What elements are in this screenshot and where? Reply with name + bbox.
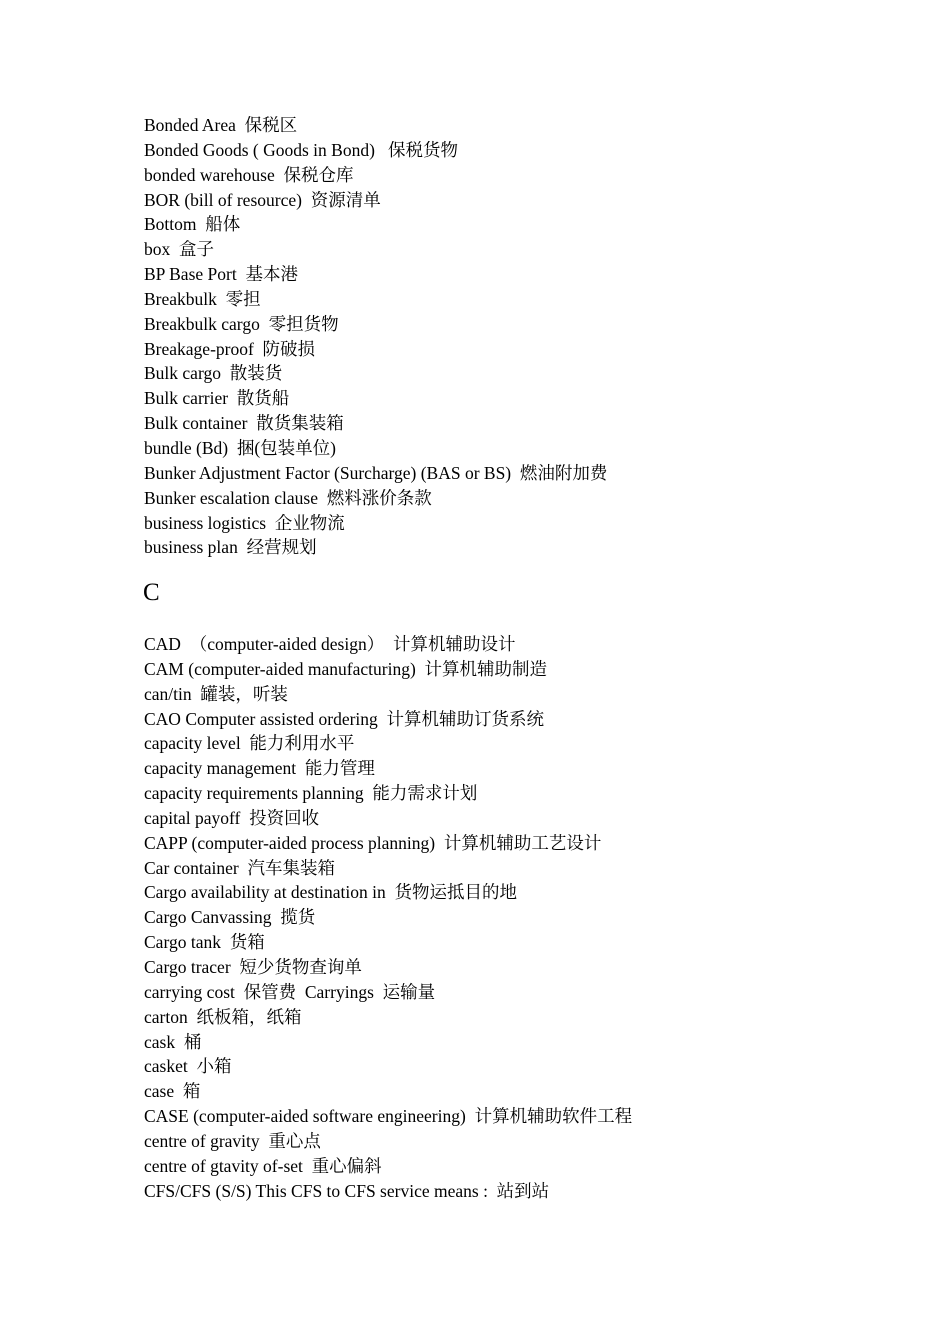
glossary-entry: Bunker escalation clause 燃料涨价条款 [144, 487, 432, 508]
glossary-entry: CAM (computer-aided manufacturing) 计算机辅助制造 [144, 658, 548, 679]
glossary-entry: box 盒子 [144, 239, 214, 260]
glossary-entry: centre of gravity 重心点 [144, 1130, 321, 1151]
glossary-section-b [144, 113, 607, 560]
glossary-entry: BP Base Port 基本港 [144, 264, 298, 285]
glossary-entry: Breakbulk cargo 零担货物 [144, 313, 339, 334]
glossary-section-c [144, 632, 632, 1203]
glossary-entry: CAD （computer-aided design） 计算机辅助设计 [144, 634, 516, 654]
glossary-entry: Bulk carrier 散货船 [144, 388, 290, 409]
glossary-entry: Bulk cargo 散装货 [144, 363, 283, 384]
glossary-entry: Bonded Area 保税区 [144, 115, 298, 135]
glossary-entry: can/tin 罐装，听装 [144, 683, 288, 704]
glossary-entry: bundle (Bd) 捆(包装单位) [144, 437, 336, 458]
glossary-entry: CFS/CFS (S/S) This CFS to CFS service means : 站到站 [144, 1180, 550, 1201]
glossary-entry: case 箱 [144, 1081, 201, 1102]
glossary-entry: Bunker Adjustment Factor (Surcharge) (BAS or BS) 燃油附加费 [144, 462, 608, 483]
glossary-entry: capacity management 能力管理 [144, 758, 375, 779]
glossary-entry: business plan 经营规划 [144, 537, 317, 558]
glossary-entry: carton 纸板箱，纸箱 [144, 1006, 302, 1027]
glossary-entry: Bonded Goods ( Goods in Bond) 保税货物 [144, 139, 459, 160]
glossary-entry: Cargo Canvassing 揽货 [144, 907, 316, 928]
glossary-entry: business logistics 企业物流 [144, 512, 345, 533]
glossary-entry: capacity level 能力利用水平 [144, 733, 355, 754]
glossary-entry: cask 桶 [144, 1031, 202, 1052]
glossary-entry: Cargo availability at destination in 货物运抵目的地 [144, 882, 517, 903]
glossary-entry: Bottom 船体 [144, 214, 241, 235]
glossary-entry: CASE (computer-aided software engineering) 计算机辅助软件工程 [144, 1106, 633, 1127]
glossary-entry: Cargo tracer 短少货物查询单 [144, 956, 362, 977]
glossary-entry: Cargo tank 货箱 [144, 932, 265, 953]
glossary-entry: centre of gtavity of-set 重心偏斜 [144, 1155, 382, 1176]
glossary-entry: Bulk container 散货集装箱 [144, 413, 344, 434]
glossary-entry: capital payoff 投资回收 [144, 807, 320, 828]
glossary-entry: capacity requirements planning 能力需求计划 [144, 783, 478, 804]
glossary-entry: CAO Computer assisted ordering 计算机辅助订货系统 [144, 708, 545, 729]
glossary-entry: CAPP (computer-aided process planning) 计算机辅助工艺设计 [144, 832, 602, 853]
glossary-entry: Breakage-proof 防破损 [144, 338, 316, 359]
glossary-entry: Breakbulk 零担 [144, 288, 261, 309]
glossary-entry: casket 小箱 [144, 1056, 232, 1077]
glossary-entry: BOR (bill of resource) 资源清单 [144, 189, 381, 210]
glossary-entry: Car container 汽车集装箱 [144, 857, 335, 878]
section-heading-c: C [143, 579, 160, 606]
glossary-entry: bonded warehouse 保税仓库 [144, 164, 354, 185]
glossary-entry: carrying cost 保管费 Carryings 运输量 [144, 981, 436, 1002]
